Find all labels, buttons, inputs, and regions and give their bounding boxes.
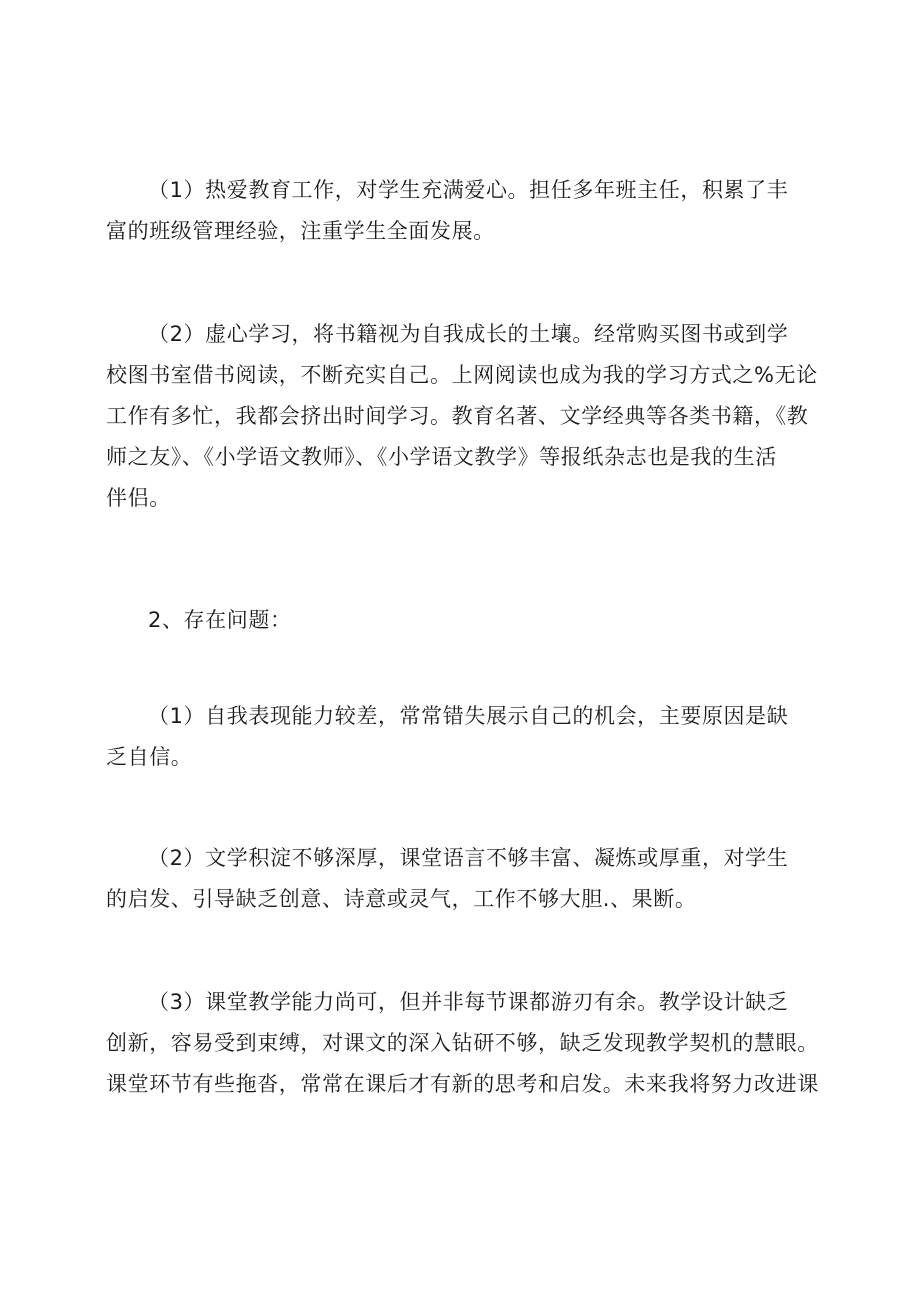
paragraph-line: 校图书室借书阅读，不断充实自己。上网阅读也成为我的学习方式之%无论 bbox=[106, 363, 818, 387]
paragraph-line: 工作有多忙，我都会挤出时间学习。教育名著、文学经典等各类书籍，《教 bbox=[106, 404, 809, 428]
paragraph-line: 乏自信。 bbox=[106, 745, 193, 769]
paragraph-line: 的启发、引导缺乏创意、诗意或灵气，工作不够大胆.、果断。 bbox=[106, 887, 697, 911]
paragraph-line: （2）虚心学习，将书籍视为自我成长的土壤。经常购买图书或到学 bbox=[148, 322, 789, 346]
paragraph-line: （3）课堂教学能力尚可，但并非每节课都游刃有余。教学设计缺乏 bbox=[148, 990, 789, 1014]
paragraph-problem-3 bbox=[106, 982, 822, 1105]
paragraph-line: 课堂环节有些拖沓，常常在课后才有新的思考和启发。未来我将努力改进课 bbox=[106, 1072, 819, 1096]
section-heading-problems: 2、存在问题： bbox=[148, 608, 292, 632]
paragraph-line: （2）文学积淀不够深厚，课堂语言不够丰富、凝炼或厚重，对学生 bbox=[148, 846, 789, 870]
paragraph-strength-1 bbox=[106, 170, 822, 252]
paragraph-strength-2 bbox=[106, 314, 822, 519]
paragraph-line: 师之友》、《小学语文教师》、《小学语文教学》等报纸杂志也是我的生活 bbox=[106, 445, 777, 469]
paragraph-line: 创新，容易受到束缚，对课文的深入钻研不够，缺乏发现教学契机的慧眼。 bbox=[106, 1031, 819, 1055]
paragraph-line: 富的班级管理经验，注重学生全面发展。 bbox=[106, 219, 495, 243]
paragraph-line: （1）自我表现能力较差，常常错失展示自己的机会，主要原因是缺 bbox=[148, 704, 789, 728]
paragraph-problem-1 bbox=[106, 696, 822, 778]
paragraph-problem-2 bbox=[106, 838, 822, 920]
paragraph-line: 伴侣。 bbox=[106, 486, 171, 510]
paragraph-line: （1）热爱教育工作，对学生充满爱心。担任多年班主任，积累了丰 bbox=[148, 178, 789, 202]
